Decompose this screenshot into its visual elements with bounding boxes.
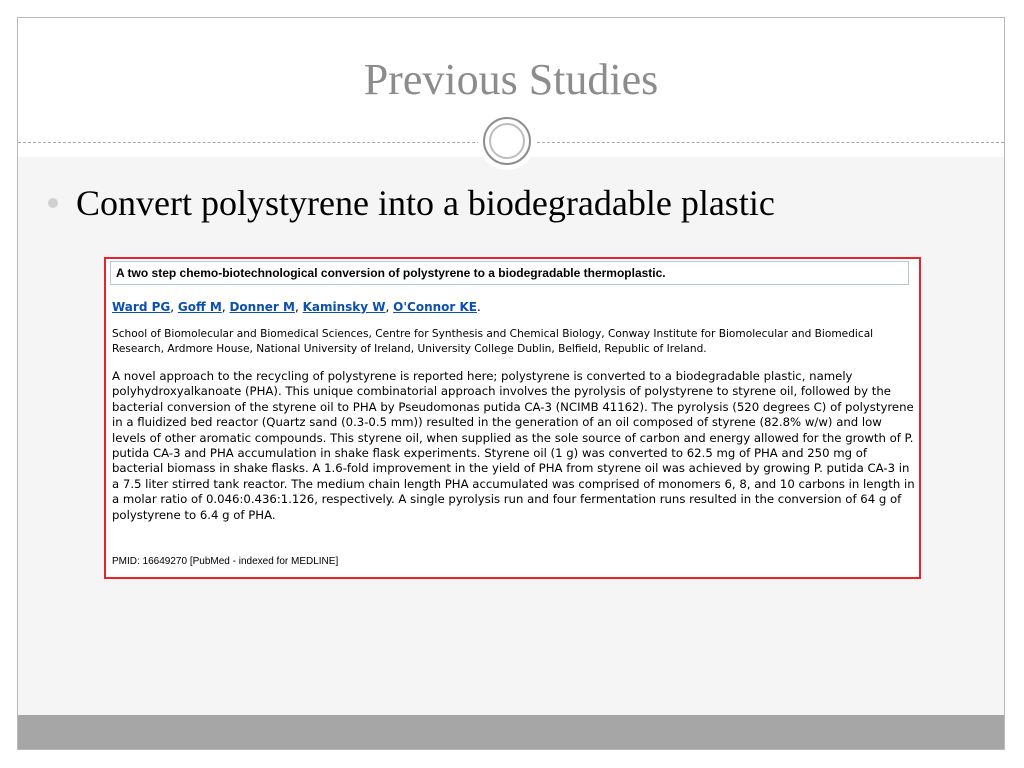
abstract-pmid: PMID: 16649270 [PubMed - indexed for MEDLINE] (112, 556, 339, 567)
footer-bar (18, 715, 1004, 750)
abstract-body: A novel approach to the recycling of polystyrene is reported here; polystyrene is converted to a biodegradable plastic, namely polyhydroxyalkanoate (PHA). This unique combinatorial approach involves the pyrolysis of polystyrene to styrene oil, followed by the bacterial conversion of the styrene oil to PHA by Pseudomonas putida CA-3 (NCIMB 41162). The pyrolysis (520 degrees C) of polystyrene in a fluidized bed reactor (Quartz sand (0.3-0.5 mm)) resulted in the generation of an oil composed of styrene (82.8% w/w) and low levels of other aromatic compounds. This styrene oil, when supplied as the sole source of carbon and energy allowed for the growth of P. putida CA-3 and PHA accumulation in shake flask experiments. Styrene oil (1 g) was converted to 62.5 mg of PHA and 250 mg of bacterial biomass in shake flasks. A 1.6-fold improvement in the yield of PHA from styrene oil was achieved by growing P. putida CA-3 in a 7.5 liter stirred tank reactor. The medium chain length PHA accumulated was comprised of monomers 6, 8, and 10 carbons in length in a molar ratio of 0.046:0.436:1.126, respectively. A single pyrolysis run and four fermentation runs resulted in the conversion of 64 g of polystyrene to 6.4 g of PHA. (112, 369, 915, 522)
bullet-text: Convert polystyrene into a biodegradable plastic (76, 183, 775, 223)
bullet-item (48, 180, 988, 226)
abstract-screenshot (104, 257, 921, 579)
circle-ornament-icon (478, 112, 536, 170)
slide (17, 17, 1005, 750)
author-link[interactable]: Kaminsky W (302, 300, 386, 314)
bullet-dot-icon (48, 198, 58, 208)
author-link[interactable]: Ward PG (112, 300, 171, 314)
ornament-outer-ring (483, 117, 531, 165)
abstract-authors: Ward PG, Goff M, Donner M, Kaminsky W, O'Connor KE. (112, 300, 481, 314)
author-link[interactable]: Goff M (177, 300, 222, 314)
author-link[interactable]: O'Connor KE (393, 300, 477, 314)
abstract-affiliation: School of Biomolecular and Biomedical Sciences, Centre for Synthesis and Chemical Biology, Conway Institute for Biomolecular and Biomedical Research, Ardmore House, National University of Ireland, University College Dublin, Belfield, Republic of Ireland. (112, 328, 874, 355)
ornament-inner-ring (489, 123, 525, 159)
abstract-title: A two step chemo-biotechnological conversion of polystyrene to a biodegradable thermoplastic. (110, 261, 909, 285)
slide-title: Previous Studies (363, 55, 659, 104)
author-link[interactable]: Donner M (229, 300, 295, 314)
